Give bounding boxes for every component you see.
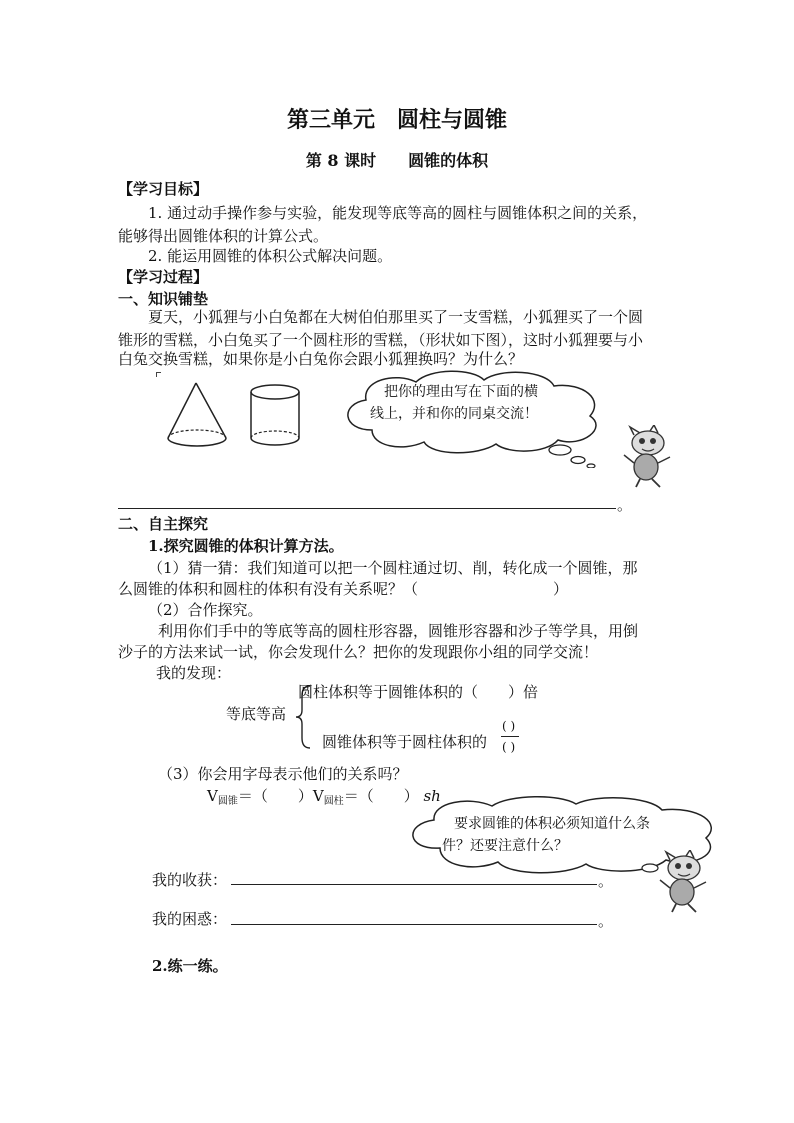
coop-line2: 沙子的方法来试一试，你会发现什么？把你的发现跟你小组的同学交流！ (118, 643, 599, 661)
question-3: （3）你会用字母表示他们的关系吗？ (158, 765, 408, 783)
cartoon-character-icon (620, 425, 676, 490)
formula-sub-cylinder: 圆柱 (323, 796, 344, 807)
fraction-bar (501, 736, 519, 737)
bracket-label: 等底等高 (226, 705, 287, 723)
objective-2: 2. 能运用圆锥的体积公式解决问题。 (148, 247, 393, 265)
lesson-subtitle: 第 8 课时 圆锥的体积 (305, 151, 489, 170)
sub2-heading: 2.练一练。 (152, 957, 228, 975)
objective-1-line2: 能够得出圆锥体积的计算公式。 (118, 227, 329, 245)
section1-end-mark: 。 (617, 496, 633, 514)
figure-corner-mark (156, 372, 161, 377)
relation-cylinder-cone: 圆柱体积等于圆锥体积的（ ）倍 (298, 683, 539, 701)
relation-cone-cylinder: 圆锥体积等于圆柱体积的 (322, 733, 488, 751)
doubt-answer-line[interactable] (231, 924, 597, 925)
process-heading: 【学习过程】 (118, 268, 209, 286)
cartoon-character-2-icon (656, 850, 712, 915)
formula-end: ＝（ ） (343, 787, 419, 805)
story-line2: 锥形的雪糕，小白兔买了一个圆柱形的雪糕，（形状如下图），这时小狐狸要与小 (118, 331, 644, 349)
formula-v: V (207, 787, 218, 805)
answer-line-section1[interactable] (118, 508, 616, 509)
formula-mid: ＝（ ）V (237, 787, 324, 805)
page-title: 第三单元 圆柱与圆锥 (286, 107, 507, 133)
gain-end-mark: 。 (598, 872, 614, 890)
discovery-label: 我的发现： (156, 664, 232, 682)
cylinder-figure (244, 382, 306, 462)
coop-line1: 利用你们手中的等底等高的圆柱形容器，圆锥形容器和沙子等学具，用倒 (158, 622, 639, 640)
guess-line2: 么圆锥的体积和圆柱的体积有没有关系呢？（ ） (118, 580, 569, 598)
fraction-numerator[interactable]: ( ) (502, 719, 516, 733)
cloud2-line2: 件？还要注意什么？ (442, 838, 568, 854)
formula-sh: sh (423, 787, 441, 805)
cone-figure (158, 378, 238, 458)
cloud1-line2: 线上，并和你的同桌交流！ (370, 406, 538, 422)
doubt-end-mark: 。 (598, 912, 614, 930)
story-line3: 白兔交换雪糕，如果你是小白兔你会跟小狐狸换吗？为什么？ (118, 350, 524, 368)
objectives-heading: 【学习目标】 (118, 180, 209, 198)
coop-heading: （2）合作探究。 (148, 601, 263, 619)
objective-1-line1: 1. 通过动手操作参与实验，能发现等底等高的圆柱与圆锥体积之间的关系， (148, 204, 648, 222)
fraction-denominator[interactable]: ( ) (502, 740, 516, 754)
cloud2-line1: 要求圆锥的体积必须知道什么条 (454, 816, 650, 832)
doubt-label: 我的困惑： (152, 910, 228, 928)
gain-label: 我的收获： (152, 871, 228, 889)
story-line1: 夏天，小狐狸与小白兔都在大树伯伯那里买了一支雪糕，小狐狸买了一个圆 (148, 308, 644, 326)
guess-line1: （1）猜一猜：我们知道可以把一个圆柱通过切、削，转化成一个圆锥，那 (148, 559, 638, 577)
section2-heading: 二、自主探究 (118, 515, 209, 533)
gain-answer-line[interactable] (231, 884, 597, 885)
formula-sub-cone: 圆锥 (217, 796, 238, 807)
sub1-heading: 1.探究圆锥的体积计算方法。 (148, 537, 344, 555)
cloud1-line1: 把你的理由写在下面的横 (384, 384, 538, 400)
section1-heading: 一、知识铺垫 (118, 290, 209, 308)
